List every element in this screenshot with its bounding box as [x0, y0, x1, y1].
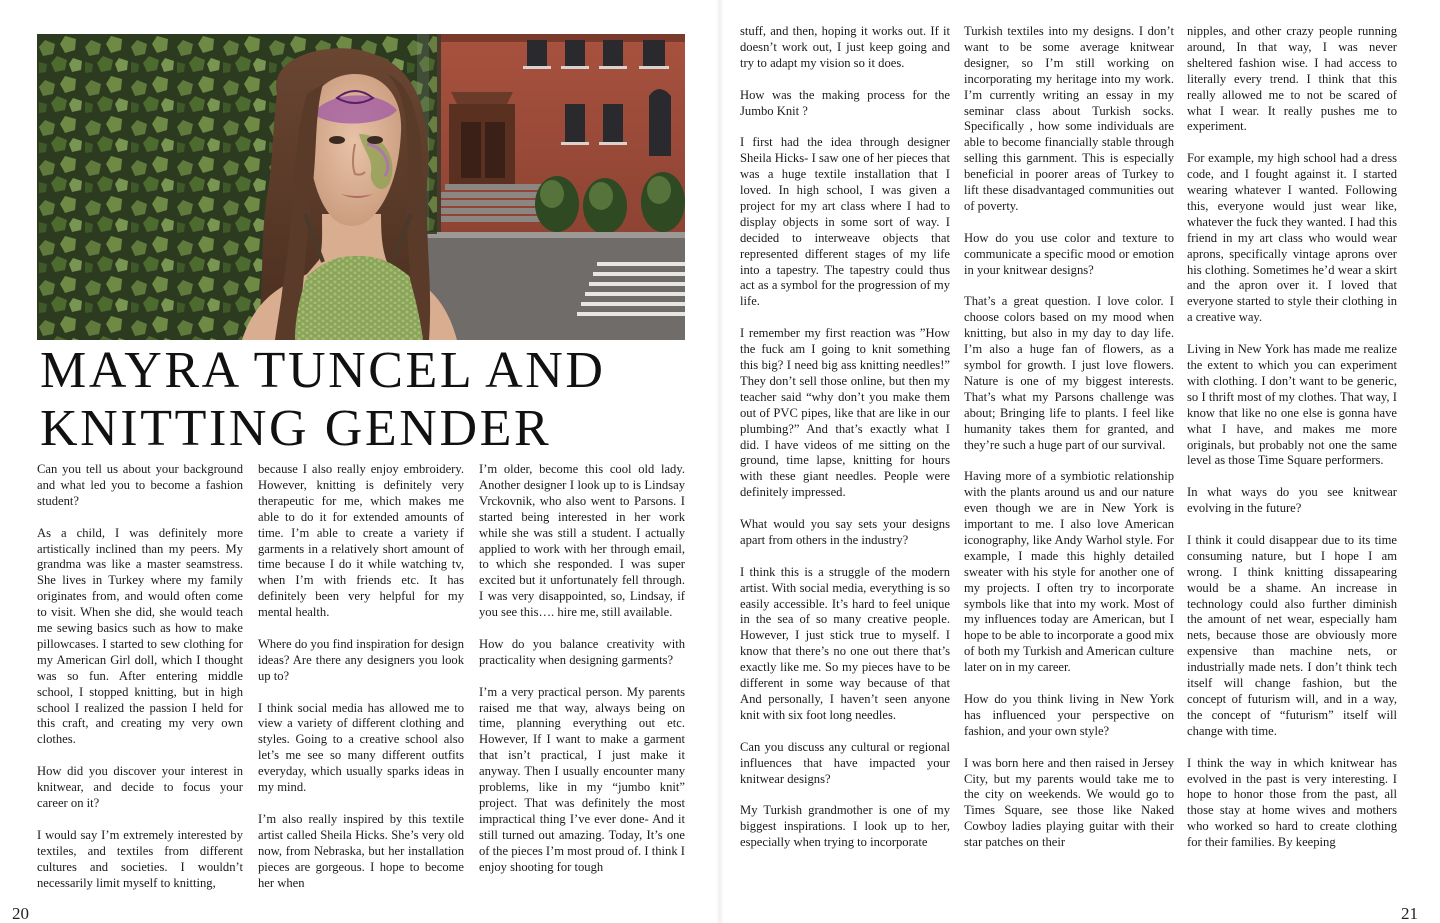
page-gutter: [716, 0, 724, 923]
paragraph: I’m a very practical person. My parents raised me that way, always being on time, planning everything out etc. However, If I want to make a garment that isn’t practical, I just make it anyway. Then I usually encounter many problems, like in my “jumbo knit” project. That was definitely the most impractical thing I’ve ever done- And it still turned out amazing. Today, It’s one of the pieces I’m most proud of. I think I enjoy shooting for tough: [479, 684, 685, 874]
paragraph: Turkish textiles into my designs. I don’t want to be some average knitwear designer, so I’m still working on incorporating my heritage into my work. I’m currently writing an essay in my seminar class about Turkish socks. Specifically , how some individuals are able to become financially stable through selling this garnment. This is especially beneficial in poorer areas of Turkey to lift these disadvantaged communities out of poverty.: [964, 24, 1174, 213]
paragraph: I was born here and then raised in Jersey City, but my parents would take me to the city on weekends. We would go to Times Square, see those like Naked Cowboy ladies playing guitar with their star patches on their: [964, 755, 1174, 850]
paragraph: For example, my high school had a dress code, and I fought against it. I started wearing whatever I wanted. Following this, everyone would just wear like, whatever the fuck they wanted. I had this friend in my art class who would wear aprons, specifically vintage aprons over his clothing. Sometimes he’d wear a skirt and the apron over it. I loved that everyone started to style their clothing in a creative way.: [1187, 151, 1397, 325]
paragraph: Can you tell us about your background and what led you to become a fashion student?: [37, 462, 243, 508]
paragraph: I think it could disappear due to its time consuming nature, but I hope I am wrong. I think knitting dissapearing would be a shame. An increase in technology could also further diminish the amount of net wear, especially ham nets, because those are obviously more expensive than machine nets, or industrially made nets. I don’t think tech itself will change fashion, but the concept of futurism will, and in a way, the concept of “futurism” itself will change with time.: [1187, 532, 1397, 738]
paragraph: I first had the idea through designer Sheila Hicks- I saw one of her pieces that was a huge textile installation that I loved. In high school, I was given a project for my art class where I had to display objects in some sort of way. I decided to interweave objects that represented different stages of my life into a tapestry. The tapestry could thus act as a symbol for the progression of my life.: [740, 135, 950, 309]
article-title-line-1: MAYRA TUNCEL AND: [40, 342, 606, 399]
page-number-right: 21: [1401, 904, 1418, 923]
paragraph: I’m older, become this cool old lady. Another designer I look up to is Lindsay Vrckovnik, who also went to Parsons. I started being interested in her work while she was still a student. I actually applied to work with her through email, to which she responded. I was super excited but it unfortunately fell through. I was very disappointed, so, Lindsay, if you see this…. hire me, still available.: [479, 462, 685, 620]
paragraph: Where do you find inspiration for design ideas? Are there any designers you look up to?: [258, 636, 464, 683]
text-column-2: [258, 462, 464, 892]
paragraph: Living in New York has made me realize the extent to which you can experiment with clothing. I don’t want to be generic, so I thrift most of my clothes. That way, I know that like no one else is gonna have what I have, and makes me more originals, but probably not one the same level as those Time Square performers.: [1187, 342, 1397, 468]
portrait-photo-illustration: [37, 34, 685, 340]
paragraph: Can you discuss any cultural or regional influences that have impacted your knitwear designs?: [740, 739, 950, 786]
paragraph: Having more of a symbiotic relationship with the plants around us and our nature even though we are in New York is important to me. I also love American iconography, like Andy Warhol style. For example, I made this highly detailed sweater with his style for another one of my projects. I often try to incorporate symbols like that into my work. Most of my influences today are American, but I hope to be able to incorporate a good mix of both my Turkish and American culture later on in my career.: [964, 469, 1174, 675]
paragraph: I remember my first reaction was ”How the fuck am I going to knit something this big? I need big ass knitting needles!” They don’t sell those online, but then my teacher said “why don’t you make them out of PVC pipes, like that are like in our plumbing?” And that’s exactly what I did. I have videos of me sitting on the ground, time lapse, knitting for hours with these giant needles. People were definitely impressed.: [740, 326, 950, 500]
paragraph: I’m also really inspired by this textile artist called Sheila Hicks. She’s very old now, from Nebraska, but her installation pieces are gorgeous. I hope to become her when: [258, 811, 464, 890]
portrait-photo: [37, 34, 685, 340]
paragraph: How do you think living in New York has influenced your perspective on fashion, and your own style?: [964, 692, 1174, 738]
paragraph: How do you use color and texture to communicate a specific mood or emotion in your knitwear designs?: [964, 230, 1174, 277]
paragraph: nipples, and other crazy people running around, In that way, I was never sheltered fashion wise. I had access to literally every trend. I think that this really allowed me to not be scared of what I wear. It really pushes me to experiment.: [1187, 24, 1397, 134]
paragraph: In what ways do you see knitwear evolving in the future?: [1187, 485, 1397, 516]
article-title-line-2: KNITTING GENDER: [40, 400, 552, 457]
text-column-6: [1187, 24, 1397, 892]
text-column-1: [37, 462, 243, 892]
text-column-3: [479, 462, 685, 892]
paragraph: As a child, I was definitely more artistically inclined than my peers. My grandma was like a master seamstress. She lives in Turkey where my family originates from, and would often come to visit. When she did, she would teach me sewing basics such as how to make pillowcases. I started to sew clothing for my American Girl doll, which I thought was so fun. After entering middle school, I stopped knitting, but in high school I realized the passion I held for this craft, and creating my very own clothes.: [37, 525, 243, 747]
paragraph: How did you discover your interest in knitwear, and decide to focus your career on it?: [37, 764, 243, 810]
article-title: [40, 342, 700, 458]
paragraph: I would say I’m extremely interested by textiles, and textiles from different cultures and societies. I wouldn’t necessarily limit myself to knitting,: [37, 827, 243, 890]
paragraph: How was the making process for the Jumbo Knit ?: [740, 87, 950, 118]
text-column-5: [964, 24, 1174, 892]
paragraph: What would you say sets your designs apart from others in the industry?: [740, 517, 950, 547]
paragraph: stuff, and then, hoping it works out. If it doesn’t work out, I just keep going and try to adapt my vision so it does.: [740, 24, 950, 70]
paragraph: My Turkish grandmother is one of my biggest inspirations. I look up to her, especially when trying to incorporate: [740, 803, 950, 850]
text-column-4: [740, 24, 950, 892]
page-number-left: 20: [12, 904, 29, 923]
paragraph: because I also really enjoy embroidery. However, knitting is definitely very therapeutic for me, which makes me able to do it for extended amounts of time. I’m able to create a variety if garments in a relatively short amount of time because I do it while watching tv, when I’m with friends etc. It has definitely been very helpful for my mental health.: [258, 462, 464, 620]
paragraph: That’s a great question. I love color. I choose colors based on my mood when knitting, but also in my day to day life. I’m also a huge fan of flowers, as a symbol for growth. I just love flowers. Nature is one of my biggest interests. That’s what my Parsons challenge was about; Bringing life to plants. I feel like humanity takes them for granted, and they’re such a huge part of our survival.: [964, 294, 1174, 452]
paragraph: I think social media has allowed me to view a variety of different clothing and styles. Going to a creative school also let’s me see so many different outfits everyday, which usually sparks ideas in my mind.: [258, 700, 464, 795]
paragraph: I think this is a struggle of the modern artist. With social media, everything is so easily accessible. It’s hard to feel unique in the sea of so many creative people. However, I just stick true to myself. I know that there’s no one out there that’s exactly like me. So my pieces have to be different in some way because of that And personally, I haven’t seen anyone knit with six foot long needles.: [740, 564, 950, 722]
paragraph: How do you balance creativity with practicality when designing garments?: [479, 636, 685, 667]
paragraph: I think the way in which knitwear has evolved in the past is very interesting. I hope to honor those from the past, all those stay at home wives and mothers who worked so hard to create clothing for their families. By keeping: [1187, 755, 1397, 850]
